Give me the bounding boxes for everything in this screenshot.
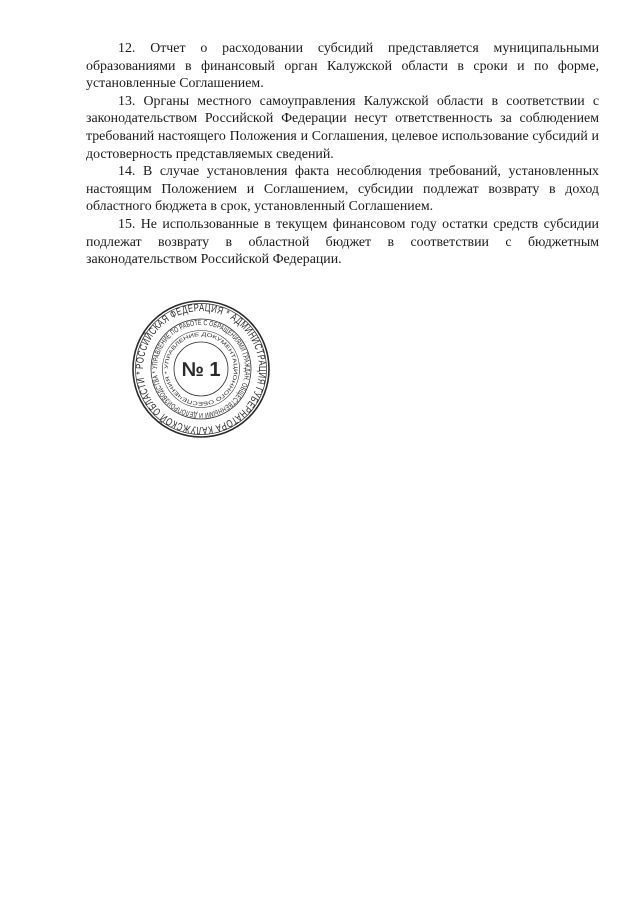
seal-number: № 1 [181,359,221,381]
document-body [86,40,599,269]
paragraph-15: 15. Не использованные в текущем финансовом году остатки средств субсидии подлежат возврату в областной бюджет в соответствии с бюджетным законодательством Российской Федерации. [86,216,599,268]
seal-graphic [131,299,271,439]
paragraph-12: 12. Отчет о расходовании субсидий представляется муниципальными образованиями в финансовый орган Калужской области в сроки и по форме, установленные Соглашением. [86,41,599,92]
seal-inner-ring-text: УПРАВЛЕНИЕ ДОКУМЕНТАЦИОННОГО ОБЕСПЕЧЕНИЯ * [163,331,239,407]
seal-outer-ring-text: РОССИЙСКАЯ ФЕДЕРАЦИЯ * АДМИНИСТРАЦИЯ ГУБЕРНАТОРА КАЛУЖСКОЙ ОБЛАСТИ * [133,301,269,437]
seal-middle-ring-text: УПРАВЛЕНИЕ ПО РАБОТЕ С ОБРАЩЕНИЯМИ ГРАЖДАН, ОБЩЕСТВЕННЫМИ И ДЕЛОПРОИЗВОДСТВА * [149,317,253,421]
paragraph-13: 13. Органы местного самоуправления Калужской области в соответствии с законодательством Российской Федерации несут ответственность за соблюдением требований настоящего Положения и Соглашения, целевое использование субсидий и достоверность представляемых сведений. [86,93,599,162]
paragraph-14: 14. В случае установления факта несоблюдения требований, установленных настоящим Положением и Соглашением, субсидии подлежат возврату в доход областного бюджета в срок, установленный Соглашением. [86,164,599,215]
official-seal-stamp [131,299,271,439]
